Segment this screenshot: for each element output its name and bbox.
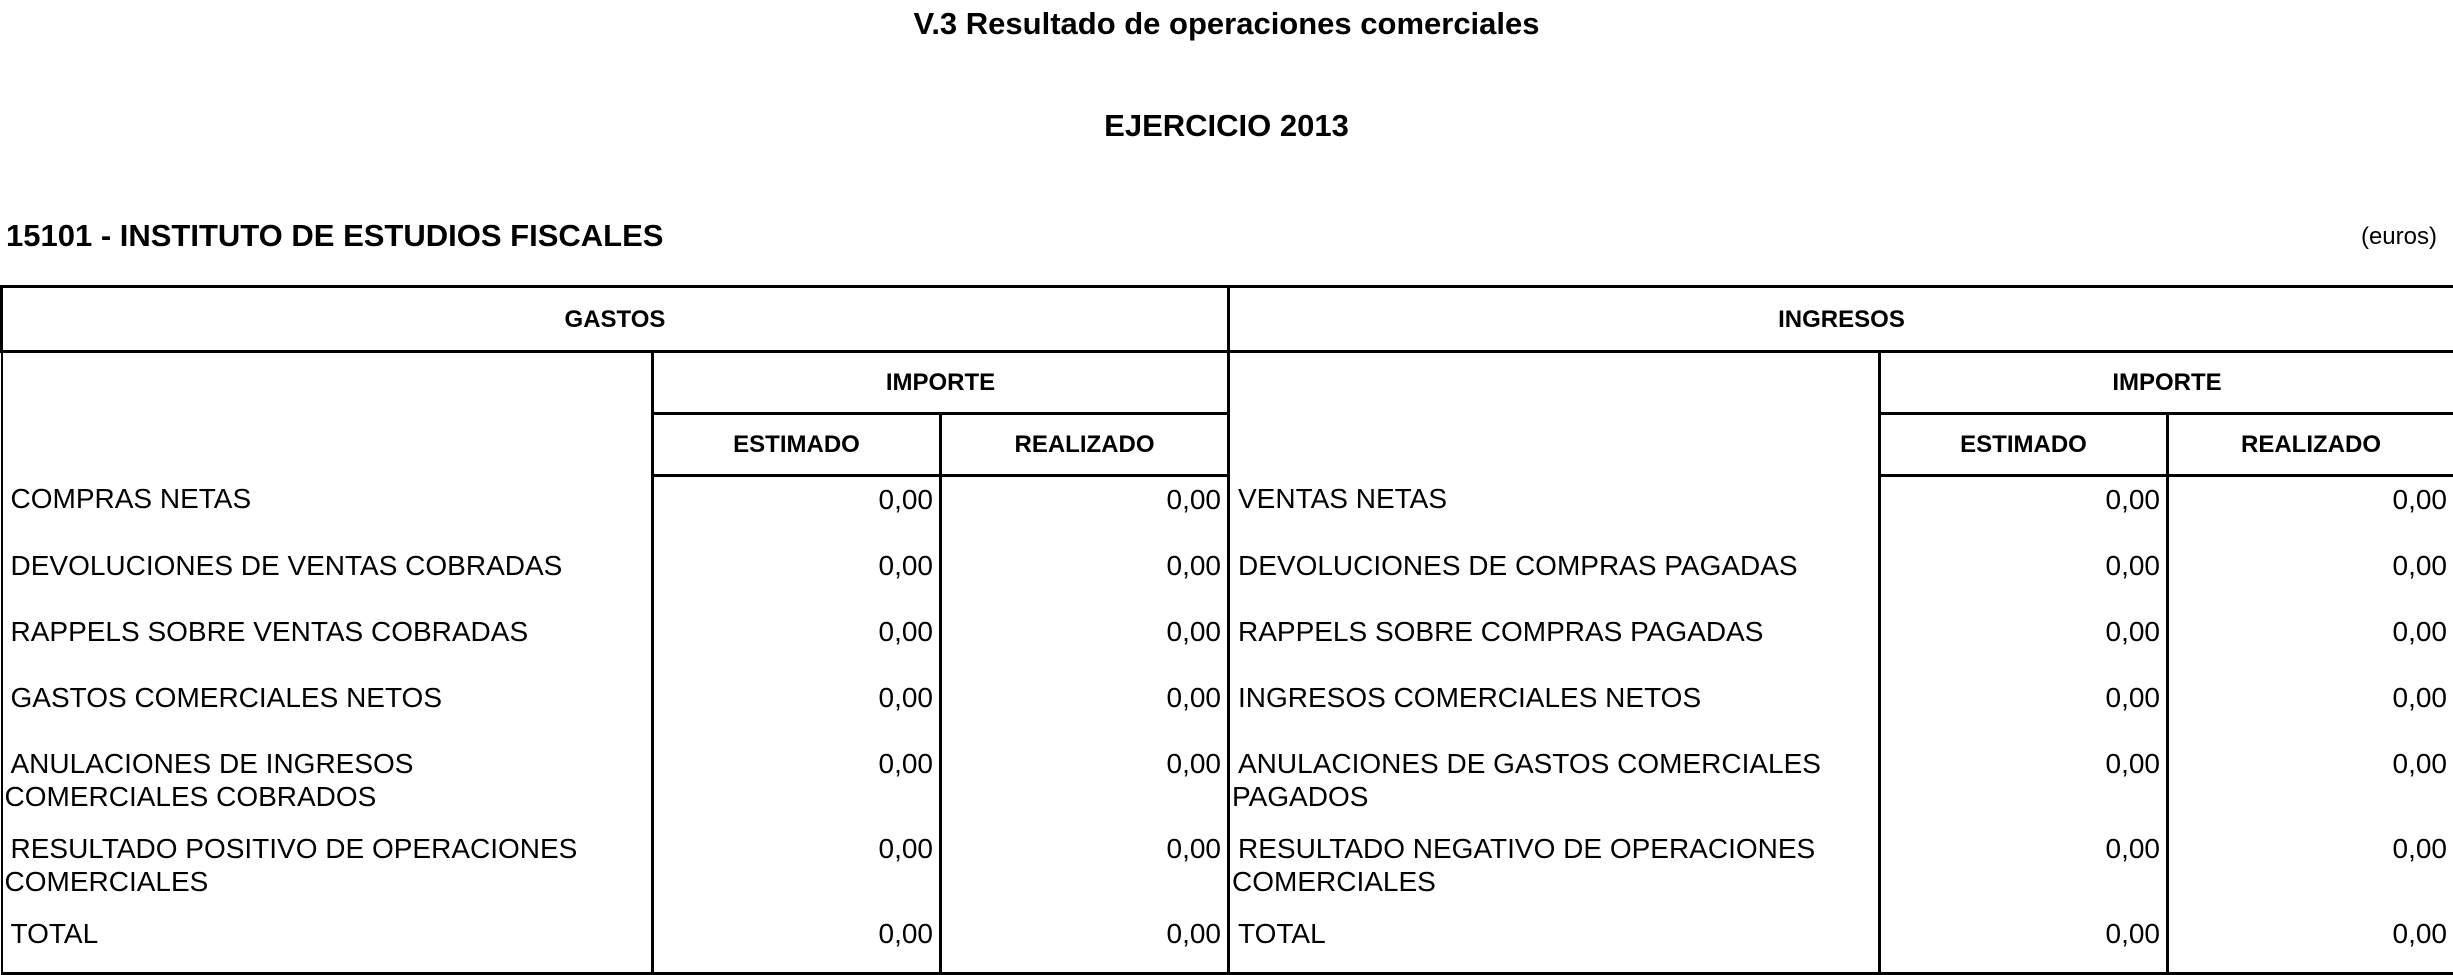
total-row	[2, 911, 2453, 974]
entity-name: 15101 - INSTITUTO DE ESTUDIOS FISCALES	[6, 218, 663, 254]
fiscal-year-subtitle: EJERCICIO 2013	[0, 108, 2453, 144]
ingreso-realizado-value: 0,00	[2168, 741, 2453, 826]
gasto-concept: RAPPELS SOBRE VENTAS COBRADAS	[2, 609, 653, 675]
ingreso-estimado-value: 0,00	[1880, 476, 2168, 544]
gasto-estimado-value: 0,00	[653, 741, 941, 826]
ingreso-estimado-value: 0,00	[1880, 543, 2168, 609]
ingreso-estimado-value: 0,00	[1880, 675, 2168, 741]
ingreso-concept: RAPPELS SOBRE COMPRAS PAGADAS	[1229, 609, 1880, 675]
ingresos-header: INGRESOS	[1229, 287, 2453, 352]
table-row	[2, 476, 2453, 544]
table-row	[2, 543, 2453, 609]
gasto-concept: ANULACIONES DE INGRESOS COMERCIALES COBRADOS	[2, 741, 653, 826]
report-title: V.3 Resultado de operaciones comerciales	[0, 6, 2453, 42]
ingreso-concept: ANULACIONES DE GASTOS COMERCIALES PAGADOS	[1229, 741, 1880, 826]
gastos-estimado-header: ESTIMADO	[653, 414, 941, 476]
gastos-concept-header	[2, 352, 653, 476]
table-row	[2, 826, 2453, 911]
gasto-concept: COMPRAS NETAS	[2, 476, 653, 544]
gasto-estimado-value: 0,00	[653, 609, 941, 675]
ingreso-concept: RESULTADO NEGATIVO DE OPERACIONES COMERCIALES	[1229, 826, 1880, 911]
gasto-estimado-value: 0,00	[653, 675, 941, 741]
ingreso-realizado-value: 0,00	[2168, 675, 2453, 741]
ingreso-realizado-value: 0,00	[2168, 609, 2453, 675]
gasto-realizado-value: 0,00	[941, 826, 1229, 911]
gasto-estimado-value: 0,00	[653, 543, 941, 609]
gasto-estimado-value: 0,00	[653, 476, 941, 544]
ingreso-realizado-value: 0,00	[2168, 476, 2453, 544]
ingreso-realizado-value: 0,00	[2168, 826, 2453, 911]
gasto-estimado-total: 0,00	[653, 911, 941, 974]
ingreso-total-label: TOTAL	[1229, 911, 1880, 974]
gasto-estimado-value: 0,00	[653, 826, 941, 911]
table-row	[2, 675, 2453, 741]
gastos-realizado-header: REALIZADO	[941, 414, 1229, 476]
table-row	[2, 609, 2453, 675]
ingreso-concept: VENTAS NETAS	[1229, 476, 1880, 544]
gasto-concept: GASTOS COMERCIALES NETOS	[2, 675, 653, 741]
gasto-total-label: TOTAL	[2, 911, 653, 974]
gasto-realizado-value: 0,00	[941, 609, 1229, 675]
ingreso-realizado-value: 0,00	[2168, 543, 2453, 609]
gasto-realizado-value: 0,00	[941, 476, 1229, 544]
table-row	[2, 741, 2453, 826]
gastos-importe-header: IMPORTE	[653, 352, 1229, 414]
ingreso-estimado-value: 0,00	[1880, 609, 2168, 675]
ingreso-estimado-value: 0,00	[1880, 741, 2168, 826]
gasto-realizado-value: 0,00	[941, 675, 1229, 741]
gasto-realizado-value: 0,00	[941, 543, 1229, 609]
gasto-realizado-value: 0,00	[941, 741, 1229, 826]
ingreso-concept: DEVOLUCIONES DE COMPRAS PAGADAS	[1229, 543, 1880, 609]
ingreso-estimado-value: 0,00	[1880, 826, 2168, 911]
results-table	[0, 285, 2453, 975]
gasto-concept: RESULTADO POSITIVO DE OPERACIONES COMERCIALES	[2, 826, 653, 911]
ingreso-concept: INGRESOS COMERCIALES NETOS	[1229, 675, 1880, 741]
ingresos-importe-header: IMPORTE	[1880, 352, 2453, 414]
units-label: (euros)	[2361, 223, 2437, 251]
gasto-realizado-total: 0,00	[941, 911, 1229, 974]
ingreso-realizado-total: 0,00	[2168, 911, 2453, 974]
gastos-header: GASTOS	[2, 287, 1229, 352]
ingresos-realizado-header: REALIZADO	[2168, 414, 2453, 476]
ingresos-concept-header	[1229, 352, 1880, 476]
gasto-concept: DEVOLUCIONES DE VENTAS COBRADAS	[2, 543, 653, 609]
ingresos-estimado-header: ESTIMADO	[1880, 414, 2168, 476]
ingreso-estimado-total: 0,00	[1880, 911, 2168, 974]
